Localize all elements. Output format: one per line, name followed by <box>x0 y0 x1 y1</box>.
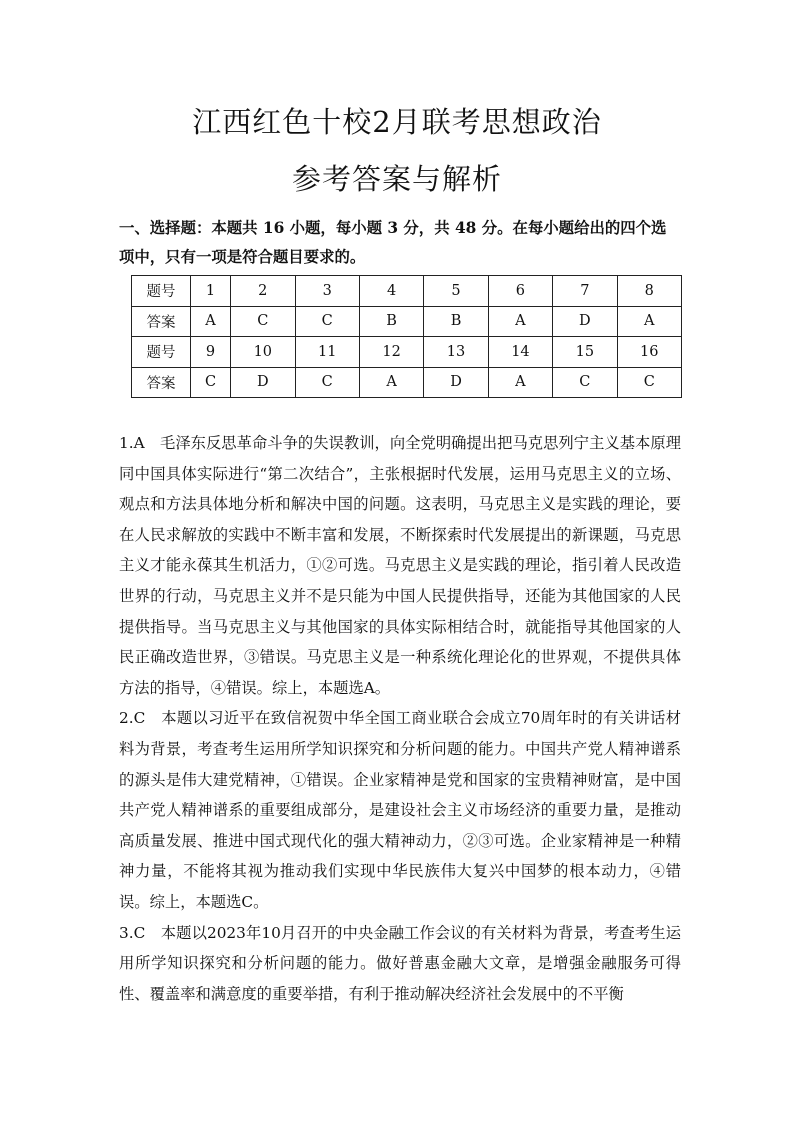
table-cell: D <box>231 367 295 398</box>
table-cell: A <box>488 367 552 398</box>
row-label: 题号 <box>132 337 191 368</box>
row-label: 题号 <box>132 276 191 307</box>
table-cell: C <box>295 367 359 398</box>
table-cell: C <box>295 306 359 337</box>
table-cell: A <box>617 306 681 337</box>
table-cell: C <box>191 367 231 398</box>
table-cell: 10 <box>231 337 295 368</box>
table-cell: 2 <box>231 276 295 307</box>
table-row <box>132 306 682 337</box>
table-cell: A <box>191 306 231 337</box>
explanation-1: 1.A 毛泽东反思革命斗争的失误教训，向全党明确提出把马克思列宁主义基本原理同中国具体实际进行“第二次结合”，主张根据时代发展，运用马克思主义的立场、观点和方法具体地分析和解决中国的问题。这表明，马克思主义是实践的理论，要在人民求解放的实践中不断丰富和发展，不断探索时代发展提出的新课题，马克思主义才能永葆其生机活力，①②可选。马克思主义是实践的理论，指引着人民改造世界的行动，马克思主义并不是只能为中国人民提供指导，还能为其他国家的人民提供指导。当马克思主义与其他国家的具体实际相结合时，就能指导其他国家的人民正确改造世界，③错误。马克思主义是一种系统化理论化的世界观，不提供具体方法的指导，④错误。综上，本题选A。 <box>119 434 681 697</box>
table-cell: 5 <box>424 276 488 307</box>
explanation-2: 2.C 本题以习近平在致信祝贺中华全国工商业联合会成立70周年时的有关讲话材料为背景，考查考生运用所学知识探究和分析问题的能力。中国共产党人精神谱系的源头是伟大建党精神，①错误。企业家精神是党和国家的宝贵精神财富，是中国共产党人精神谱系的重要组成部分，是建设社会主义市场经济的重要力量，是推动高质量发展、推进中国式现代化的强大精神动力，②③可选。企业家精神是一种精神力量，不能将其视为推动我们实现中华民族伟大复兴中国梦的根本动力，④错误。综上，本题选C。 <box>119 709 681 911</box>
table-cell: 16 <box>617 337 681 368</box>
table-cell: A <box>488 306 552 337</box>
table-cell: C <box>617 367 681 398</box>
table-row <box>132 367 682 398</box>
table-cell: 7 <box>553 276 617 307</box>
table-row <box>132 276 682 307</box>
table-cell: D <box>424 367 488 398</box>
table-cell: 15 <box>553 337 617 368</box>
row-label: 答案 <box>132 306 191 337</box>
page-subtitle: 参考答案与解析 <box>291 162 502 196</box>
table-cell: 9 <box>191 337 231 368</box>
table-cell: C <box>553 367 617 398</box>
table-cell: A <box>359 367 423 398</box>
table-cell: 1 <box>191 276 231 307</box>
explanation-3: 3.C 本题以2023年10月召开的中央金融工作会议的有关材料为背景，考查考生运用所学知识探究和分析问题的能力。做好普惠金融大文章，是增强金融服务可得性、覆盖率和满意度的重要举措，有利于推动解决经济社会发展中的不平衡 <box>119 923 681 1003</box>
row-label: 答案 <box>132 367 191 398</box>
explanations <box>119 428 681 1009</box>
answer-table <box>131 275 682 398</box>
table-cell: 13 <box>424 337 488 368</box>
section-header: 一、选择题：本题共 16 小题，每小题 3 分，共 48 分。在每小题给出的四个选项中，只有一项是符合题目要求的。 <box>119 219 667 266</box>
table-cell: B <box>424 306 488 337</box>
table-cell: 11 <box>295 337 359 368</box>
table-cell: B <box>359 306 423 337</box>
table-row <box>132 337 682 368</box>
table-cell: 14 <box>488 337 552 368</box>
table-cell: 8 <box>617 276 681 307</box>
table-cell: 6 <box>488 276 552 307</box>
table-cell: 12 <box>359 337 423 368</box>
table-cell: D <box>553 306 617 337</box>
table-cell: C <box>231 306 295 337</box>
table-cell: 4 <box>359 276 423 307</box>
page-title: 江西红色十校2月联考思想政治 <box>192 105 602 139</box>
table-cell: 3 <box>295 276 359 307</box>
